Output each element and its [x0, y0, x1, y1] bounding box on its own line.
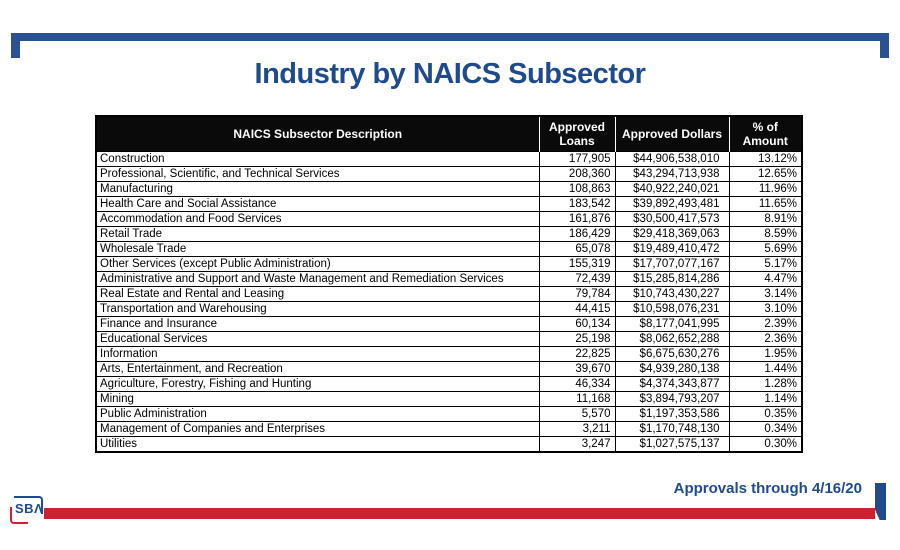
subsector-cell: Mining [96, 392, 539, 407]
approved-loans-cell: 72,439 [539, 272, 615, 287]
approved-loans-cell: 3,247 [539, 437, 615, 453]
percent-cell: 13.12% [729, 152, 802, 167]
approved-loans-cell: 25,198 [539, 332, 615, 347]
table-body [96, 152, 802, 453]
column-header-approved-dollars: Approved Dollars [615, 116, 729, 152]
percent-cell: 5.69% [729, 242, 802, 257]
approved-loans-cell: 186,429 [539, 227, 615, 242]
approved-dollars-cell: $4,374,343,877 [615, 377, 729, 392]
approved-loans-cell: 79,784 [539, 287, 615, 302]
naics-table [95, 115, 803, 453]
approved-dollars-cell: $39,892,493,481 [615, 197, 729, 212]
table-row [96, 182, 802, 197]
top-accent-tab-right [880, 33, 889, 58]
subsector-cell: Transportation and Warehousing [96, 302, 539, 317]
subsector-cell: Health Care and Social Assistance [96, 197, 539, 212]
percent-cell: 1.14% [729, 392, 802, 407]
table-row [96, 272, 802, 287]
approved-dollars-cell: $6,675,630,276 [615, 347, 729, 362]
approved-dollars-cell: $8,177,041,995 [615, 317, 729, 332]
approved-dollars-cell: $1,170,748,130 [615, 422, 729, 437]
subsector-cell: Professional, Scientific, and Technical Services [96, 167, 539, 182]
sba-logo [9, 494, 45, 526]
subsector-cell: Educational Services [96, 332, 539, 347]
subsector-cell: Construction [96, 152, 539, 167]
table-row [96, 197, 802, 212]
percent-cell: 8.59% [729, 227, 802, 242]
table-row [96, 167, 802, 182]
column-header-description: NAICS Subsector Description [96, 116, 539, 152]
approved-loans-cell: 183,542 [539, 197, 615, 212]
table-row [96, 242, 802, 257]
approved-dollars-cell: $43,294,713,938 [615, 167, 729, 182]
subsector-cell: Wholesale Trade [96, 242, 539, 257]
table-row [96, 212, 802, 227]
approved-loans-cell: 46,334 [539, 377, 615, 392]
top-accent-bar [11, 33, 889, 41]
percent-cell: 0.34% [729, 422, 802, 437]
percent-cell: 3.14% [729, 287, 802, 302]
approved-dollars-cell: $10,598,076,231 [615, 302, 729, 317]
page-title: Industry by NAICS Subsector [254, 58, 646, 90]
percent-cell: 0.30% [729, 437, 802, 453]
percent-cell: 1.44% [729, 362, 802, 377]
table-row [96, 362, 802, 377]
percent-cell: 4.47% [729, 272, 802, 287]
table-row [96, 287, 802, 302]
approved-loans-cell: 5,570 [539, 407, 615, 422]
approved-loans-cell: 39,670 [539, 362, 615, 377]
table-row [96, 392, 802, 407]
approved-loans-cell: 208,360 [539, 167, 615, 182]
approved-loans-cell: 44,415 [539, 302, 615, 317]
approved-dollars-cell: $4,939,280,138 [615, 362, 729, 377]
approved-loans-cell: 161,876 [539, 212, 615, 227]
table-row [96, 377, 802, 392]
approved-dollars-cell: $40,922,240,021 [615, 182, 729, 197]
naics-table-container [95, 115, 803, 453]
subsector-cell: Agriculture, Forestry, Fishing and Hunting [96, 377, 539, 392]
approved-dollars-cell: $1,197,353,586 [615, 407, 729, 422]
column-header-percent-of-amount: % of Amount [729, 116, 802, 152]
approved-dollars-cell: $15,285,814,286 [615, 272, 729, 287]
approved-dollars-cell: $19,489,410,472 [615, 242, 729, 257]
table-row [96, 332, 802, 347]
percent-cell: 8.91% [729, 212, 802, 227]
percent-cell: 12.65% [729, 167, 802, 182]
table-row [96, 257, 802, 272]
approved-loans-cell: 60,134 [539, 317, 615, 332]
approved-loans-cell: 11,168 [539, 392, 615, 407]
sba-logo-text: SBΛ [15, 501, 44, 516]
table-row [96, 317, 802, 332]
approved-dollars-cell: $10,743,430,227 [615, 287, 729, 302]
approvals-date-note: Approvals through 4/16/20 [673, 480, 862, 497]
table-row [96, 437, 802, 453]
percent-cell: 1.28% [729, 377, 802, 392]
table-row [96, 152, 802, 167]
approved-loans-cell: 22,825 [539, 347, 615, 362]
bottom-accent-bar [44, 508, 875, 519]
approved-loans-cell: 3,211 [539, 422, 615, 437]
approved-dollars-cell: $30,500,417,573 [615, 212, 729, 227]
approved-loans-cell: 108,863 [539, 182, 615, 197]
approved-loans-cell: 65,078 [539, 242, 615, 257]
table-row [96, 302, 802, 317]
percent-cell: 11.65% [729, 197, 802, 212]
bottom-accent-tab [875, 483, 886, 520]
table-row [96, 347, 802, 362]
subsector-cell: Information [96, 347, 539, 362]
subsector-cell: Manufacturing [96, 182, 539, 197]
percent-cell: 2.36% [729, 332, 802, 347]
subsector-cell: Retail Trade [96, 227, 539, 242]
subsector-cell: Administrative and Support and Waste Management and Remediation Services [96, 272, 539, 287]
percent-cell: 2.39% [729, 317, 802, 332]
approved-loans-cell: 155,319 [539, 257, 615, 272]
percent-cell: 11.96% [729, 182, 802, 197]
table-row [96, 407, 802, 422]
subsector-cell: Finance and Insurance [96, 317, 539, 332]
percent-cell: 0.35% [729, 407, 802, 422]
percent-cell: 3.10% [729, 302, 802, 317]
subsector-cell: Accommodation and Food Services [96, 212, 539, 227]
table-row [96, 227, 802, 242]
approved-dollars-cell: $29,418,369,063 [615, 227, 729, 242]
approved-dollars-cell: $17,707,077,167 [615, 257, 729, 272]
subsector-cell: Public Administration [96, 407, 539, 422]
approved-dollars-cell: $44,906,538,010 [615, 152, 729, 167]
approved-dollars-cell: $8,062,652,288 [615, 332, 729, 347]
subsector-cell: Other Services (except Public Administration) [96, 257, 539, 272]
subsector-cell: Management of Companies and Enterprises [96, 422, 539, 437]
table-header [96, 116, 802, 152]
approved-dollars-cell: $3,894,793,207 [615, 392, 729, 407]
approved-dollars-cell: $1,027,575,137 [615, 437, 729, 453]
approved-loans-cell: 177,905 [539, 152, 615, 167]
subsector-cell: Arts, Entertainment, and Recreation [96, 362, 539, 377]
table-row [96, 422, 802, 437]
column-header-approved-loans: Approved Loans [539, 116, 615, 152]
subsector-cell: Utilities [96, 437, 539, 453]
percent-cell: 5.17% [729, 257, 802, 272]
subsector-cell: Real Estate and Rental and Leasing [96, 287, 539, 302]
percent-cell: 1.95% [729, 347, 802, 362]
top-accent-tab-left [11, 33, 20, 58]
